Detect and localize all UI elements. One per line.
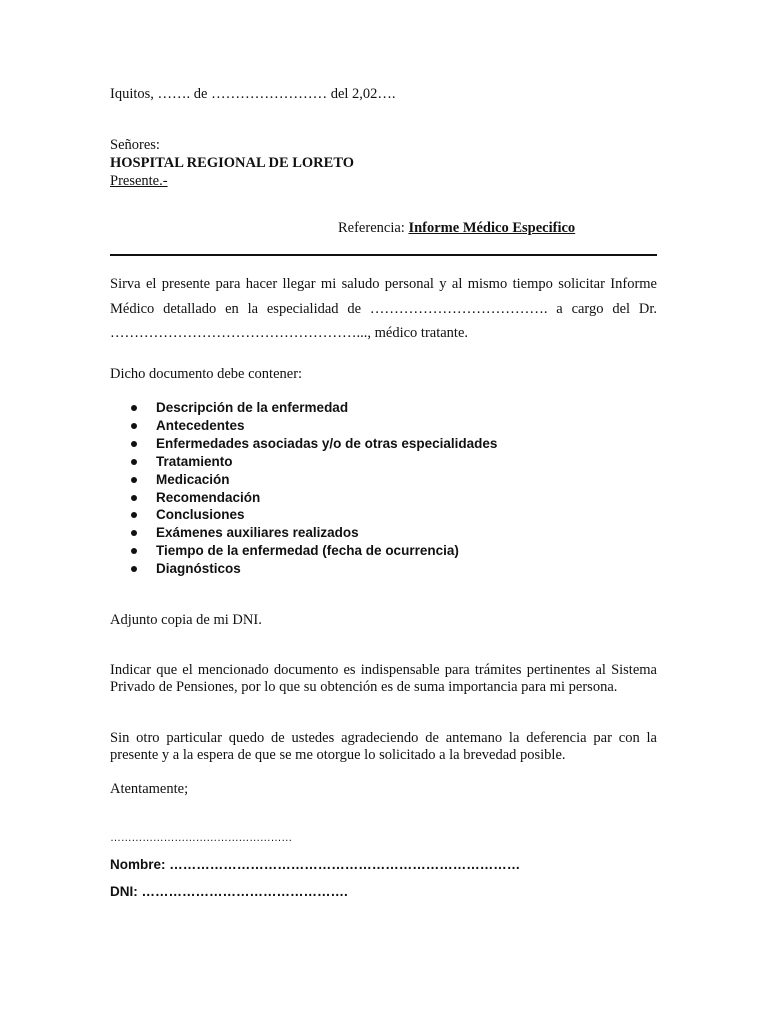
addressee-block [110, 136, 657, 190]
closing-line: Atentamente; [110, 781, 189, 797]
thanks-paragraph: Sin otro particular quedo de ustedes agradeciendo de antemano la deferencia par con la presente y a la espera de que se me otorgue lo solicitado a la brevedad posible. [110, 730, 657, 763]
list-item: Exámenes auxiliares realizados [110, 524, 657, 542]
list-item: Diagnósticos [110, 560, 657, 578]
list-item: Tiempo de la enfermedad (fecha de ocurrencia) [110, 542, 657, 560]
dni-field: DNI: ………………………………………. [110, 884, 348, 899]
request-paragraph: Sirva el presente para hacer llegar mi saludo personal y al mismo tiempo solicitar Informe Médico detallado en la especialidad de ………………………………. a cargo del Dr. ……………………………………………..., médico tratante. [110, 276, 657, 341]
list-item: Conclusiones [110, 506, 657, 524]
list-item: Antecedentes [110, 417, 657, 435]
list-item: Recomendación [110, 489, 657, 507]
reference-line [338, 220, 575, 237]
list-item: Descripción de la enfermedad [110, 399, 657, 417]
contents-list [110, 399, 657, 578]
contents-intro: Dicho documento debe contener: [110, 366, 303, 382]
attachment-note: Adjunto copia de mi DNI. [110, 612, 262, 628]
list-item: Enfermedades asociadas y/o de otras especialidades [110, 435, 657, 453]
salutation: Señores: [110, 137, 160, 153]
justification-paragraph: Indicar que el mencionado documento es indispensable para trámites pertinentes al Sistema Privado de Pensiones, por lo que su obtención es de suma importancia para mi persona. [110, 662, 657, 695]
name-field: Nombre: …………………………………………………………………… [110, 857, 521, 872]
reference-value: Informe Médico Especifico [408, 220, 576, 236]
list-item: Medicación [110, 471, 657, 489]
list-item: Tratamiento [110, 453, 657, 471]
signature-line: …………………………………………… [110, 832, 292, 844]
presente-label: Presente.- [110, 173, 168, 189]
date-line: Iquitos, ……. de …………………… del 2,02…. [110, 86, 396, 102]
organization-name: HOSPITAL REGIONAL DE LORETO [110, 155, 355, 171]
reference-label: Referencia: [338, 220, 409, 236]
horizontal-rule [110, 254, 657, 256]
